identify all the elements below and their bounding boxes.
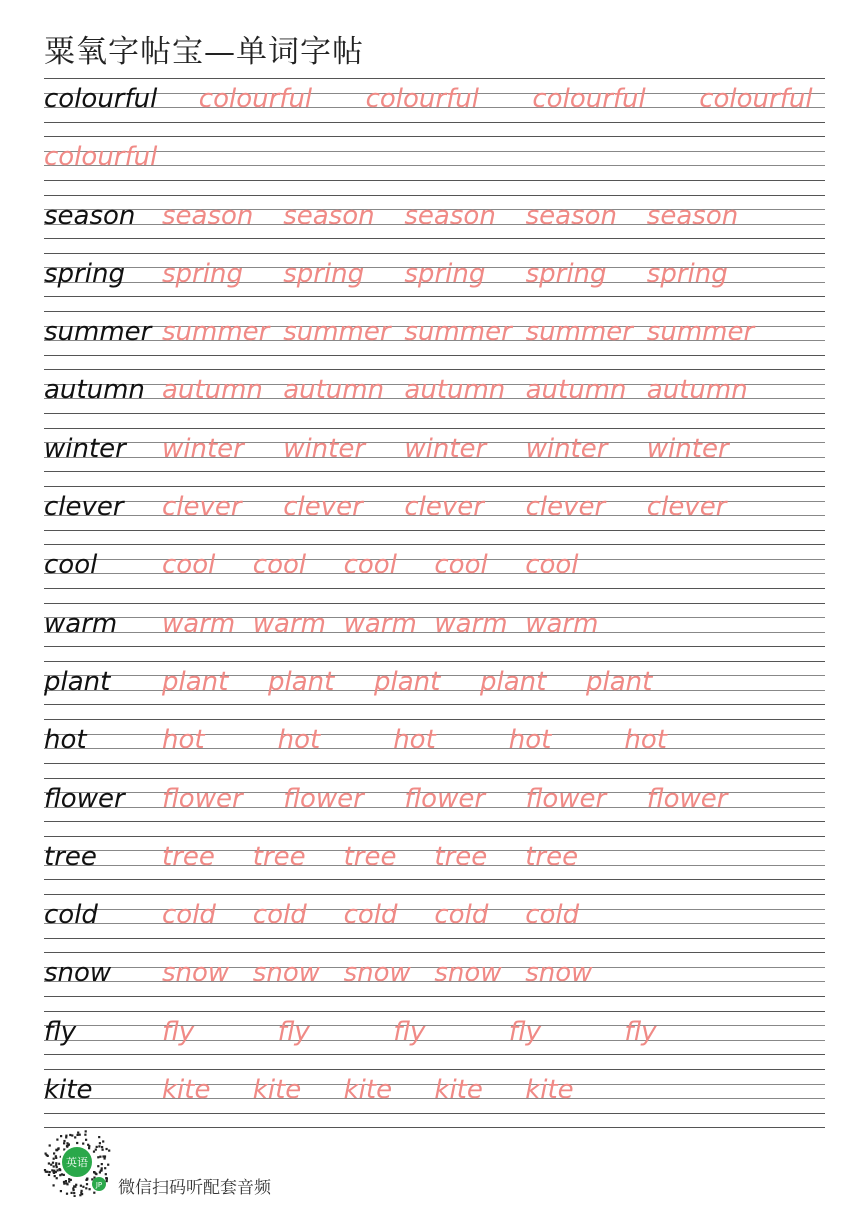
trace-word: clever (525, 492, 606, 523)
trace-word: cold (434, 900, 489, 931)
trace-word: tree (434, 841, 488, 872)
qr-badge-small: JP (95, 1181, 103, 1189)
trace-word: colourful (198, 84, 313, 114)
model-word: cold (44, 900, 98, 931)
trace-word: winter (404, 433, 487, 464)
footer (42, 1127, 342, 1207)
footer-caption: 微信扫码听配套音频 (118, 1178, 271, 1198)
model-word: autumn (44, 375, 145, 406)
trace-word: season (283, 200, 375, 231)
guide-line (44, 719, 825, 720)
qr-badge-label: 英语 (66, 1156, 88, 1169)
guide-line (44, 238, 825, 239)
trace-word: hot (162, 725, 205, 756)
model-word: snow (44, 958, 112, 989)
trace-word: tree (252, 841, 306, 872)
guide-line (44, 195, 825, 196)
trace-word: kite (434, 1075, 483, 1106)
trace-word: colourful (699, 84, 813, 114)
guide-line (44, 78, 825, 79)
trace-word: plant (268, 666, 335, 697)
model-word: clever (44, 492, 124, 523)
guide-line (44, 894, 825, 895)
guide-line (44, 413, 825, 414)
guide-line (44, 296, 825, 297)
trace-word: warm (525, 608, 599, 639)
guide-line (44, 136, 825, 137)
trace-word: flower (162, 783, 243, 814)
trace-word: snow (434, 958, 502, 989)
guide-line (44, 165, 825, 166)
page-title: 粟氧字帖宝—单词字帖 (44, 34, 364, 70)
guide-line (44, 996, 825, 997)
guide-line (44, 1069, 825, 1070)
guide-line (44, 151, 825, 152)
trace-word: cool (525, 550, 579, 581)
trace-word: autumn (646, 375, 748, 406)
trace-word: snow (343, 958, 411, 989)
trace-word: summer (646, 317, 755, 348)
model-word: spring (44, 258, 125, 289)
trace-word: colourful (365, 84, 479, 114)
model-word: hot (44, 725, 87, 756)
practice-row (44, 719, 825, 777)
trace-word: tree (343, 841, 397, 872)
trace-word: autumn (162, 375, 263, 406)
model-word: summer (44, 317, 152, 348)
guide-line (44, 544, 825, 545)
guide-line (44, 661, 825, 662)
practice-row (44, 603, 825, 661)
trace-word: autumn (525, 375, 627, 406)
practice-row (44, 486, 825, 544)
trace-word: kite (525, 1075, 574, 1106)
guide-line (44, 428, 825, 429)
trace-word: fly (624, 1016, 657, 1047)
guide-line (44, 369, 825, 370)
practice-row (44, 136, 825, 194)
trace-word: autumn (404, 375, 506, 406)
trace-word: cool (343, 550, 397, 581)
trace-word: season (525, 200, 617, 231)
guide-line (44, 253, 825, 254)
practice-sheet (44, 78, 825, 1128)
qr-code-icon[interactable] (42, 1127, 112, 1197)
model-word: fly (44, 1016, 77, 1047)
trace-word: hot (624, 725, 667, 756)
guide-line (44, 1054, 825, 1055)
trace-word: spring (646, 258, 728, 289)
guide-line (44, 486, 825, 487)
trace-word: winter (646, 433, 729, 464)
model-word: colourful (44, 84, 158, 114)
model-word: season (44, 200, 136, 231)
guide-line (44, 355, 825, 356)
trace-word: fly (508, 1016, 541, 1047)
guide-line (44, 836, 825, 837)
practice-row (44, 1011, 825, 1069)
guide-line (44, 763, 825, 764)
trace-word: warm (252, 608, 327, 639)
trace-word: hot (393, 725, 436, 756)
guide-line (44, 311, 825, 312)
trace-word: plant (162, 666, 229, 697)
trace-word: flower (283, 783, 364, 814)
trace-word: snow (252, 958, 320, 989)
trace-word: spring (283, 258, 365, 289)
trace-word: spring (404, 258, 486, 289)
model-word: plant (44, 666, 111, 697)
guide-line (44, 1113, 825, 1114)
trace-word: warm (343, 608, 417, 639)
practice-row (44, 952, 825, 1010)
model-word: winter (44, 433, 126, 464)
guide-line (44, 704, 825, 705)
trace-word: snow (525, 958, 593, 989)
guide-line (44, 1011, 825, 1012)
practice-row (44, 778, 825, 836)
trace-word: cold (343, 900, 398, 931)
trace-word: summer (525, 317, 633, 348)
trace-word: autumn (283, 375, 385, 406)
practice-row (44, 369, 825, 427)
trace-word: cold (525, 900, 580, 931)
trace-word: winter (283, 433, 366, 464)
trace-word: kite (162, 1075, 211, 1106)
trace-word: clever (646, 492, 727, 523)
trace-word: clever (162, 492, 242, 523)
model-word: cool (44, 550, 98, 581)
model-word: warm (44, 608, 118, 639)
practice-row (44, 78, 825, 136)
practice-row (44, 836, 825, 894)
guide-line (44, 471, 825, 472)
guide-line (44, 821, 825, 822)
trace-word: flower (525, 783, 607, 814)
trace-word: tree (162, 841, 215, 872)
practice-row (44, 311, 825, 369)
practice-row (44, 894, 825, 952)
trace-word: season (646, 200, 739, 231)
guide-line (44, 778, 825, 779)
trace-word: summer (162, 317, 270, 348)
model-word: tree (44, 841, 97, 872)
trace-word: plant (480, 666, 547, 697)
trace-word: fly (162, 1016, 195, 1047)
trace-word: cool (434, 550, 488, 581)
trace-word: clever (404, 492, 484, 523)
trace-word: flower (404, 783, 486, 814)
practice-row (44, 253, 825, 311)
trace-word: snow (162, 958, 230, 989)
guide-line (44, 122, 825, 123)
trace-word: cool (162, 550, 216, 581)
guide-line (44, 879, 825, 880)
trace-word: cold (162, 900, 216, 931)
guide-line (44, 646, 825, 647)
trace-word: flower (646, 783, 728, 814)
guide-line (44, 588, 825, 589)
practice-row (44, 195, 825, 253)
guide-line (44, 180, 825, 181)
trace-word: plant (374, 666, 441, 697)
model-word: kite (44, 1075, 93, 1106)
trace-word: plant (586, 666, 653, 697)
model-word: flower (44, 783, 125, 814)
trace-word: winter (162, 433, 244, 464)
trace-word: tree (525, 841, 579, 872)
practice-row (44, 544, 825, 602)
trace-word: colourful (532, 84, 646, 114)
guide-line (44, 952, 825, 953)
trace-word: winter (525, 433, 608, 464)
trace-word: kite (252, 1075, 302, 1106)
guide-line (44, 530, 825, 531)
trace-word: clever (283, 492, 363, 523)
trace-word: cold (252, 900, 307, 931)
trace-word: kite (343, 1075, 393, 1106)
practice-row (44, 661, 825, 719)
trace-word: fly (393, 1016, 426, 1047)
trace-word: hot (277, 725, 321, 756)
trace-word: spring (525, 258, 607, 289)
trace-word: hot (508, 725, 552, 756)
guide-line (44, 603, 825, 604)
trace-word: warm (434, 608, 508, 639)
guide-line (44, 938, 825, 939)
trace-word: season (404, 200, 496, 231)
trace-word: warm (162, 608, 236, 639)
trace-word: fly (277, 1016, 310, 1047)
trace-word: summer (283, 317, 391, 348)
practice-row (44, 1069, 825, 1127)
trace-word: season (162, 200, 254, 231)
trace-word: spring (162, 258, 243, 289)
practice-row (44, 428, 825, 486)
trace-word: colourful (44, 142, 158, 173)
trace-word: cool (252, 550, 307, 581)
trace-word: summer (404, 317, 512, 348)
